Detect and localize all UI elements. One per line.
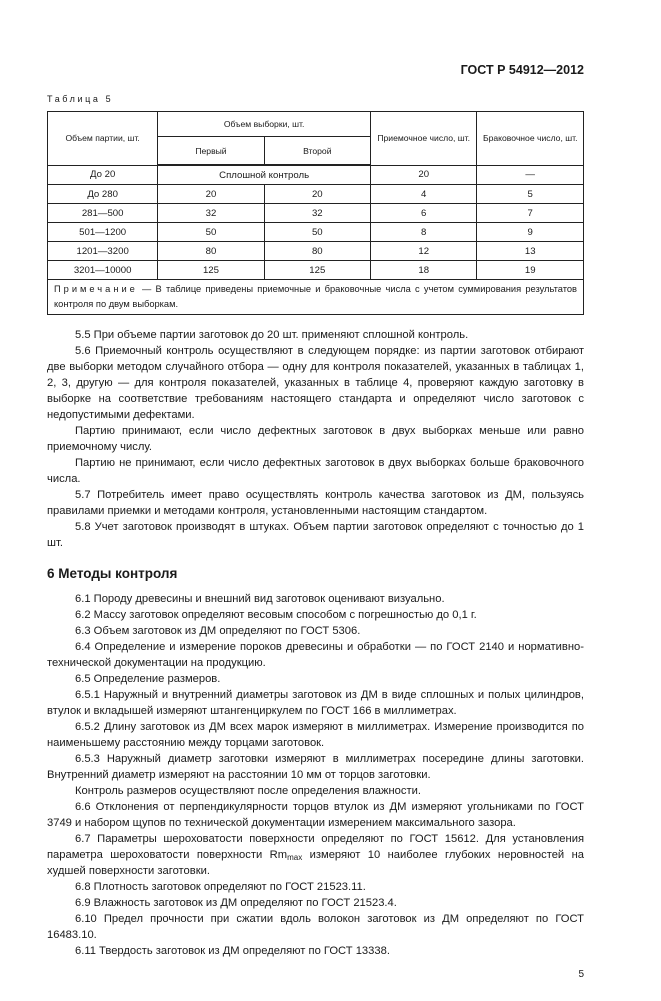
table-row — [48, 242, 584, 261]
table-caption: Таблица 5 — [47, 94, 114, 104]
paragraph: 6.5.1 Наружный и внутренний диаметры заготовок из ДМ в виде сплошных и полых цилиндров, втулок и вкладышей измеряют штангенциркулем по ГОСТ 166 в миллиметрах. — [47, 689, 584, 717]
cell-first: 32 — [158, 204, 264, 223]
cell-lot: 3201—10000 — [48, 261, 158, 280]
cell-accept: 20 — [370, 165, 477, 185]
header-accept: Приемочное число, шт. — [370, 112, 477, 166]
cell-second: 50 — [264, 223, 370, 242]
cell-second: 20 — [264, 185, 370, 204]
paragraph: 6.6 Отклонения от перпендикулярности торцов втулок из ДМ измеряют угольниками по ГОСТ 3749 и набором щупов по технической документации измерением максимального зазора. — [47, 801, 584, 829]
header-sample: Объем выборки, шт. — [158, 112, 371, 137]
cell-first: 50 — [158, 223, 264, 242]
table-note — [48, 280, 584, 315]
cell-reject: 7 — [477, 204, 584, 223]
standard-designation: ГОСТ Р 54912—2012 — [460, 63, 584, 77]
note-label: Примечание — [54, 284, 138, 294]
cell-accept: 18 — [370, 261, 477, 280]
cell-sample: Сплошной контроль — [158, 165, 371, 185]
paragraph: Партию не принимают, если число дефектных заготовок в двух выборках больше браковочного числа. — [47, 457, 584, 485]
paragraph: 6.1 Породу древесины и внешний вид заготовок оценивают визуально. — [75, 593, 445, 605]
paragraph: 5.8 Учет заготовок производят в штуках. Объем партии заготовок определяют с точностью до 1 шт. — [47, 521, 584, 549]
table-row — [48, 185, 584, 204]
cell-accept: 6 — [370, 204, 477, 223]
table-row — [48, 204, 584, 223]
paragraph: 6.3 Объем заготовок из ДМ определяют по ГОСТ 5306. — [75, 625, 361, 637]
cell-reject: — — [477, 165, 584, 185]
header-first: Первый — [158, 137, 264, 166]
cell-accept: 12 — [370, 242, 477, 261]
table-row — [48, 165, 584, 185]
cell-second: 32 — [264, 204, 370, 223]
cell-first: 125 — [158, 261, 264, 280]
cell-reject: 9 — [477, 223, 584, 242]
header-reject: Браковочное число, шт. — [477, 112, 584, 166]
p67-before: 6.7 Параметры шероховатости поверхности определяют по ГОСТ 15612. Для установления параметра шероховатости поверхности — [47, 833, 584, 861]
note-text: — В таблице приведены приемочные и браковочные числа с учетом суммирования результатов контроля по двум выборкам. — [54, 284, 577, 309]
paragraph: 6.5 Определение размеров. — [75, 673, 221, 685]
section-6-text — [47, 591, 584, 959]
paragraph-6-7 — [47, 831, 584, 879]
section-6-heading: 6 Методы контроля — [47, 566, 178, 581]
cell-second: 125 — [264, 261, 370, 280]
paragraph: 5.6 Приемочный контроль осуществляют в следующем порядке: из партии заготовок отбирают две выборки методом случайного отбора — одну для контроля показателей, указанных в таблицах 1, 2, 3, другую — для контроля показателей, указанных в таблице 4, проверяют каждую заготовку в выборке на соответствие требованиям настоящего стандарта и определяют число заготовок с недопустимыми дефектами. — [47, 345, 584, 421]
cell-reject: 13 — [477, 242, 584, 261]
header-second: Второй — [264, 137, 370, 166]
cell-lot: 281—500 — [48, 204, 158, 223]
cell-lot: До 280 — [48, 185, 158, 204]
cell-first: 20 — [158, 185, 264, 204]
cell-reject: 5 — [477, 185, 584, 204]
cell-lot: До 20 — [48, 165, 158, 185]
cell-first: 80 — [158, 242, 264, 261]
paragraph: 6.8 Плотность заготовок определяют по ГОСТ 21523.11. — [75, 881, 366, 893]
cell-accept: 4 — [370, 185, 477, 204]
p67-after: измеряют 10 наиболее глубоких неровностей на худшей поверхности заготовки. — [47, 849, 584, 877]
paragraph: 6.5.3 Наружный диаметр заготовки измеряют в миллиметрах посередине длины заготовки. Внутренний диаметр измеряют на расстоянии 10 мм от торцов заготовки. — [47, 753, 584, 781]
paragraph: 6.5.2 Длину заготовок из ДМ всех марок измеряют в миллиметрах. Измерение производится по наименьшему расстоянию между торцами заготовок. — [47, 721, 584, 749]
paragraph: 5.5 При объеме партии заготовок до 20 шт. применяют сплошной контроль. — [75, 329, 469, 341]
page-number: 5 — [578, 969, 584, 980]
sampling-table — [47, 111, 584, 315]
paragraph: Партию принимают, если число дефектных заготовок в двух выборках меньше или равно приемочному числу. — [47, 425, 584, 453]
rm-subscript: max — [287, 853, 303, 862]
cell-lot: 1201—3200 — [48, 242, 158, 261]
paragraph: 6.11 Твердость заготовок из ДМ определяют по ГОСТ 13338. — [75, 945, 390, 957]
table-row — [48, 261, 584, 280]
table-row — [48, 223, 584, 242]
cell-accept: 8 — [370, 223, 477, 242]
cell-reject: 19 — [477, 261, 584, 280]
paragraph: Контроль размеров осуществляют после определения влажности. — [75, 785, 421, 797]
paragraph: 6.9 Влажность заготовок из ДМ определяют по ГОСТ 21523.4. — [75, 897, 397, 909]
section-5-text — [47, 327, 584, 551]
paragraph: 5.7 Потребитель имеет право осуществлять контроль качества заготовок из ДМ, пользуясь правилами приемки и методами контроля, установленными настоящим стандартом. — [47, 489, 584, 517]
header-lot: Объем партии, шт. — [48, 112, 158, 166]
paragraph: 6.4 Определение и измерение пороков древесины и обработки — по ГОСТ 2140 и нормативно-технической документации на продукцию. — [47, 641, 584, 669]
table-note-row — [48, 280, 584, 315]
paragraph: 6.2 Массу заготовок определяют весовым способом с погрешностью до 0,1 г. — [75, 609, 477, 621]
rm-symbol: Rm — [269, 849, 288, 861]
cell-second: 80 — [264, 242, 370, 261]
paragraph: 6.10 Предел прочности при сжатии вдоль волокон заготовок из ДМ определяют по ГОСТ 16483.10. — [47, 913, 584, 941]
cell-lot: 501—1200 — [48, 223, 158, 242]
